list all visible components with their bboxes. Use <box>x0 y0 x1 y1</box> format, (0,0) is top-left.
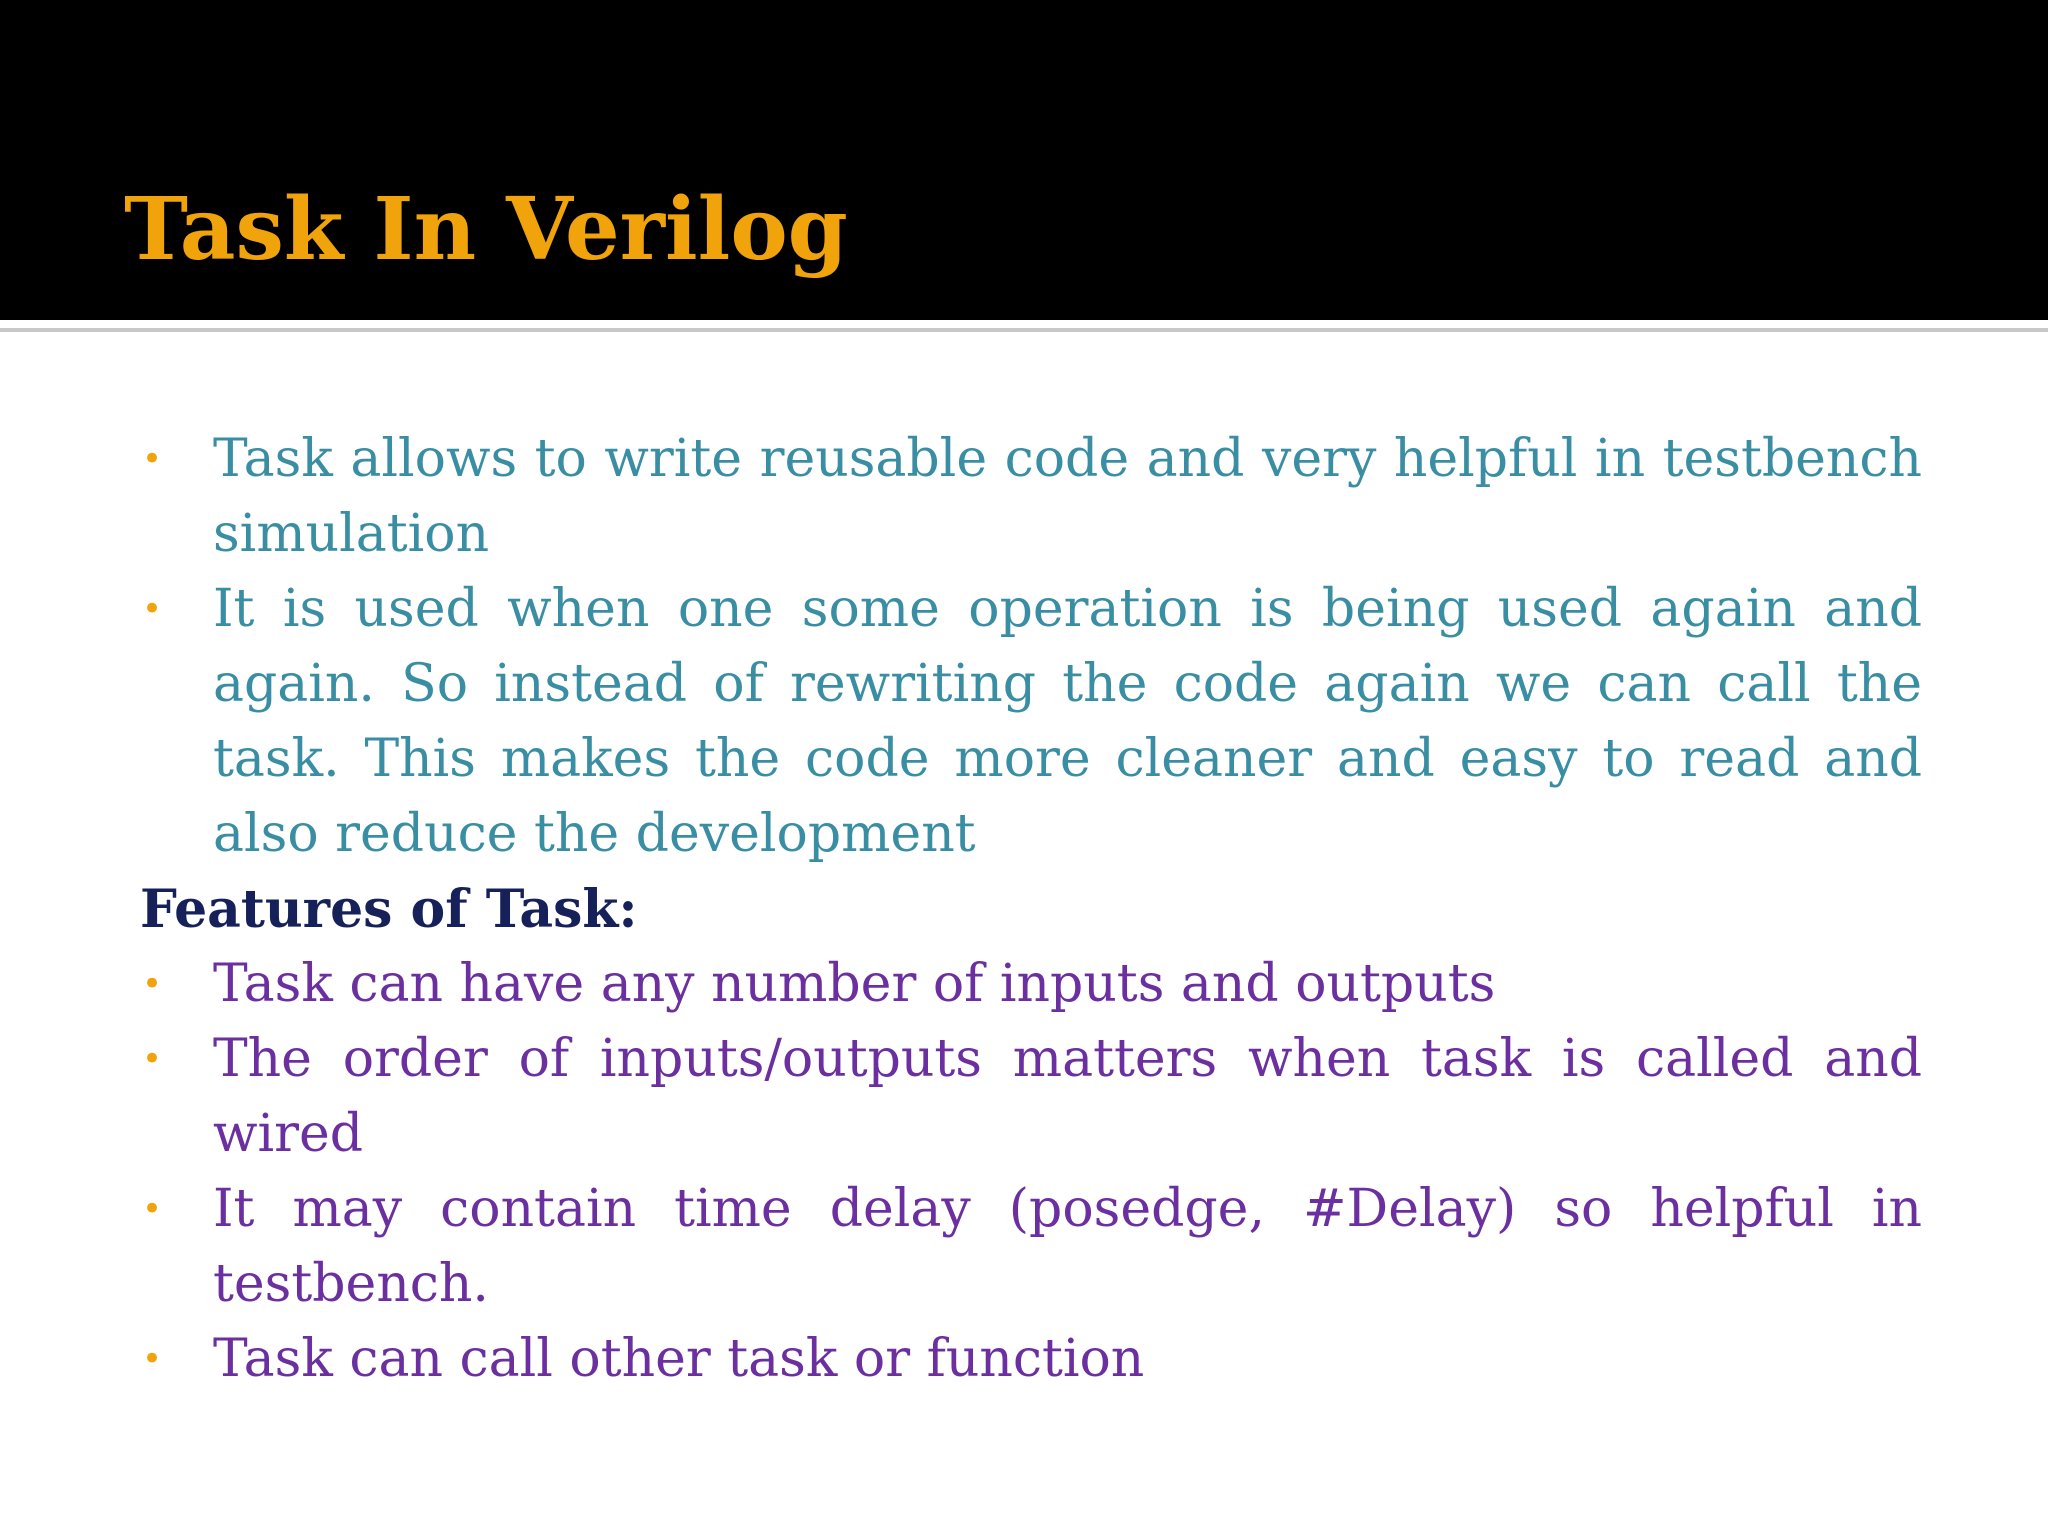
slide-title: Task In Verilog <box>124 179 848 280</box>
bullet-icon: • <box>142 1189 163 1229</box>
features-heading: Features of Task: <box>140 879 638 940</box>
slide-body <box>140 422 1922 1397</box>
bullet-icon: • <box>142 439 163 479</box>
bullet-text: Task can have any number of inputs and outputs <box>213 954 1496 1014</box>
bullet-icon: • <box>142 964 163 1004</box>
bullet-text: Task can call other task or function <box>213 1329 1145 1389</box>
title-divider <box>0 328 2048 332</box>
bullet-text: It is used when one some operation is being used again and again. So instead of rewriting the code again we can call the task. This makes the code more cleaner and easy to read and also reduce the development <box>213 579 1922 864</box>
bullet-item <box>140 947 1922 1022</box>
bullet-text: Task allows to write reusable code and very helpful in testbench simulation <box>213 429 1922 564</box>
bullet-icon: • <box>142 1039 163 1079</box>
bullet-text: It may contain time delay (posedge, #Delay) so helpful in testbench. <box>213 1179 1922 1314</box>
bullet-item <box>140 1172 1922 1322</box>
bullet-text: The order of inputs/outputs matters when task is called and wired <box>213 1029 1922 1164</box>
bullet-icon: • <box>142 589 163 629</box>
bullet-item <box>140 1322 1922 1397</box>
bullet-item <box>140 1022 1922 1172</box>
bullet-item <box>140 572 1922 872</box>
bullet-icon: • <box>142 1339 163 1379</box>
bullet-item <box>140 422 1922 572</box>
